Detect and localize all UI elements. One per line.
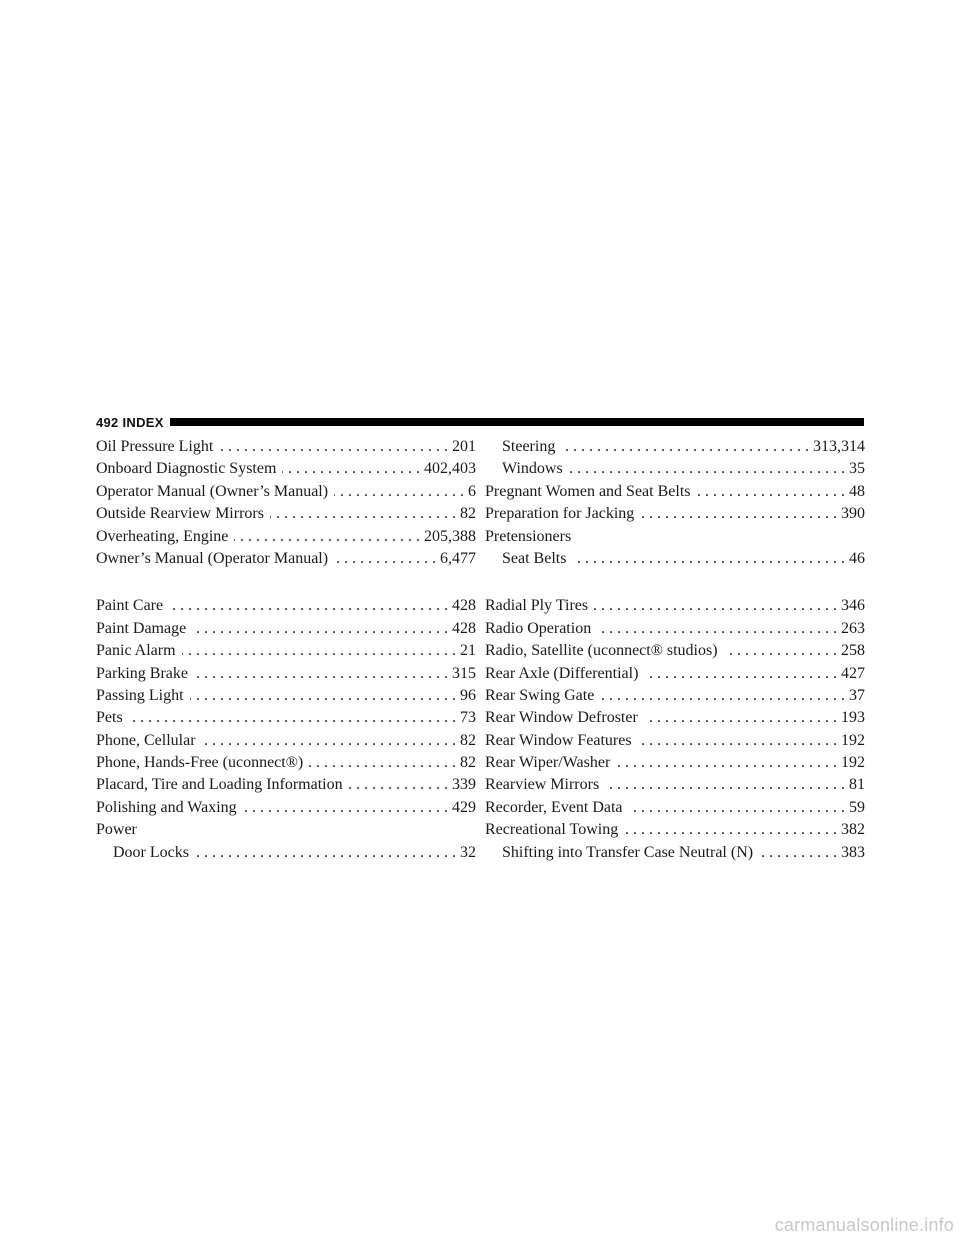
index-page: 81: [849, 776, 865, 794]
index-page: 383: [841, 843, 865, 861]
index-page: 82: [460, 505, 476, 523]
index-term: Seat Belts: [502, 549, 567, 567]
index-subentry: [485, 548, 865, 570]
index-term: Radial Ply Tires: [485, 597, 589, 615]
index-column-left: [96, 436, 476, 864]
index-page: 205,388: [424, 527, 476, 545]
index-entry: [96, 774, 476, 796]
index-page: 263: [841, 619, 865, 637]
index-term: Parking Brake: [96, 664, 188, 682]
index-term: Phone, Hands-Free (uconnect®): [96, 754, 304, 772]
index-term: Outside Rearview Mirrors: [96, 505, 264, 523]
index-term: Polishing and Waxing: [96, 798, 237, 816]
dot-leader: [192, 618, 448, 640]
index-entry: [96, 618, 476, 640]
index-entry: [96, 436, 476, 458]
index-entry: [485, 752, 865, 774]
index-page: 21: [460, 642, 476, 660]
index-entry: [96, 663, 476, 685]
index-page: 59: [849, 798, 865, 816]
index-page: 428: [452, 619, 476, 637]
index-entry: [485, 663, 865, 685]
index-entry: [485, 685, 865, 707]
index-term: Paint Damage: [96, 619, 187, 637]
index-page: 48: [849, 482, 865, 500]
index-entry: [96, 685, 476, 707]
dot-leader: [349, 774, 448, 796]
index-term: Radio, Satellite (uconnect® studios): [485, 642, 718, 660]
index-entry: [96, 595, 476, 617]
dot-leader: [270, 503, 456, 525]
index-subentry: [485, 842, 865, 864]
index-term: Passing Light: [96, 686, 184, 704]
index-page: 46: [849, 549, 865, 567]
dot-leader: [182, 640, 456, 662]
index-entry: [96, 503, 476, 525]
index-page: 402,403: [424, 460, 476, 478]
index-entry: [485, 774, 865, 796]
index-entry: [96, 730, 476, 752]
index-page: 82: [460, 731, 476, 749]
index-page: 192: [841, 754, 865, 772]
index-page: 258: [841, 642, 865, 660]
index-page: 37: [849, 686, 865, 704]
dot-leader: [309, 752, 456, 774]
index-term: Operator Manual (Owner’s Manual): [96, 482, 329, 500]
dot-leader: [169, 595, 448, 617]
index-term: Power: [96, 821, 137, 839]
index-term: Pretensioners: [485, 527, 572, 545]
index-heading: [485, 526, 865, 548]
index-term: Placard, Tire and Loading Information: [96, 776, 343, 794]
index-entry: [96, 458, 476, 480]
dot-leader: [334, 548, 436, 570]
index-entry: [485, 595, 865, 617]
index-term: Onboard Diagnostic System: [96, 460, 277, 478]
index-term: Radio Operation: [485, 619, 592, 637]
index-heading: [96, 819, 476, 841]
index-page: 315: [452, 664, 476, 682]
index-entry: [96, 526, 476, 548]
dot-leader: [600, 685, 845, 707]
dot-leader: [190, 685, 456, 707]
index-entry: [96, 481, 476, 503]
page-header: [96, 413, 864, 431]
index-page: 193: [841, 709, 865, 727]
index-page: 192: [841, 731, 865, 749]
index-term: Rear Window Defroster: [485, 709, 638, 727]
dot-leader: [569, 458, 845, 480]
index-page: 6,477: [440, 549, 476, 567]
index-column-right: [485, 436, 865, 864]
index-page: 390: [841, 505, 865, 523]
index-page: 339: [452, 776, 476, 794]
dot-leader: [129, 707, 456, 729]
index-subentry: [485, 458, 865, 480]
index-entry: [96, 752, 476, 774]
dot-leader: [605, 774, 845, 796]
dot-leader: [616, 752, 837, 774]
index-subentry: [96, 842, 476, 864]
dot-leader: [334, 481, 464, 503]
index-term: Panic Alarm: [96, 642, 176, 660]
watermark-text: carmanualsonline.info: [774, 1215, 954, 1235]
index-page: 428: [452, 597, 476, 615]
index-entry: [485, 618, 865, 640]
index-page: 6: [468, 482, 476, 500]
index-entry: [96, 548, 476, 570]
index-term: Rear Swing Gate: [485, 686, 595, 704]
dot-leader: [243, 797, 448, 819]
index-term: Phone, Cellular: [96, 731, 196, 749]
index-term: Pregnant Women and Seat Belts: [485, 482, 691, 500]
dot-leader: [624, 819, 837, 841]
group-spacer: [96, 570, 476, 595]
index-term: Overheating, Engine: [96, 527, 229, 545]
index-entry: [96, 707, 476, 729]
index-term: Recreational Towing: [485, 821, 619, 839]
index-entry: [96, 640, 476, 662]
page-number-section-title: 492 INDEX: [96, 414, 164, 430]
index-term: Paint Care: [96, 597, 164, 615]
index-entry: [485, 730, 865, 752]
index-term: Pets: [96, 709, 123, 727]
index-page: 82: [460, 754, 476, 772]
index-term: Rear Window Features: [485, 731, 632, 749]
index-entry: [485, 707, 865, 729]
dot-leader: [561, 436, 809, 458]
index-page: 73: [460, 709, 476, 727]
index-page: 201: [452, 438, 476, 455]
index-term: Rear Axle (Differential): [485, 664, 639, 682]
index-entry: [485, 819, 865, 841]
dot-leader: [594, 595, 837, 617]
index-subentry: [485, 436, 865, 458]
index-page: 427: [841, 664, 865, 682]
index-term: Rear Wiper/Washer: [485, 754, 611, 772]
index-term: Shifting into Transfer Case Neutral (N): [502, 843, 754, 861]
index-term: Rearview Mirrors: [485, 776, 600, 794]
index-term: Oil Pressure Light: [96, 438, 214, 455]
index-term: Windows: [502, 460, 563, 478]
dot-leader: [202, 730, 456, 752]
dot-leader: [629, 797, 845, 819]
dot-leader: [194, 663, 448, 685]
index-entry: [485, 503, 865, 525]
dot-leader: [640, 503, 837, 525]
index-page: 96: [460, 686, 476, 704]
dot-leader: [219, 436, 448, 458]
dot-leader: [572, 548, 845, 570]
dot-leader: [759, 842, 837, 864]
dot-leader: [724, 640, 837, 662]
index-page: 429: [452, 798, 476, 816]
index-entry: [485, 481, 865, 503]
group-spacer: [485, 570, 865, 595]
header-rule: [170, 418, 864, 426]
dot-leader: [644, 707, 837, 729]
dot-leader: [234, 526, 420, 548]
index-term: Recorder, Event Data: [485, 798, 623, 816]
index-term: Preparation for Jacking: [485, 505, 635, 523]
dot-leader: [282, 458, 420, 480]
index-term: Door Locks: [113, 843, 189, 861]
index-entry: [485, 640, 865, 662]
dot-leader: [597, 618, 837, 640]
index-page: 382: [841, 821, 865, 839]
dot-leader: [644, 663, 837, 685]
index-entry: [485, 797, 865, 819]
index-page: 313,314: [813, 438, 865, 455]
dot-leader: [638, 730, 837, 752]
index-entry: [96, 797, 476, 819]
dot-leader: [697, 481, 846, 503]
index-page: 35: [849, 460, 865, 478]
index-term: Steering: [502, 438, 556, 455]
index-page: 346: [841, 597, 865, 615]
index-term: Owner’s Manual (Operator Manual): [96, 549, 329, 567]
dot-leader: [195, 842, 456, 864]
index-page: 32: [460, 843, 476, 861]
